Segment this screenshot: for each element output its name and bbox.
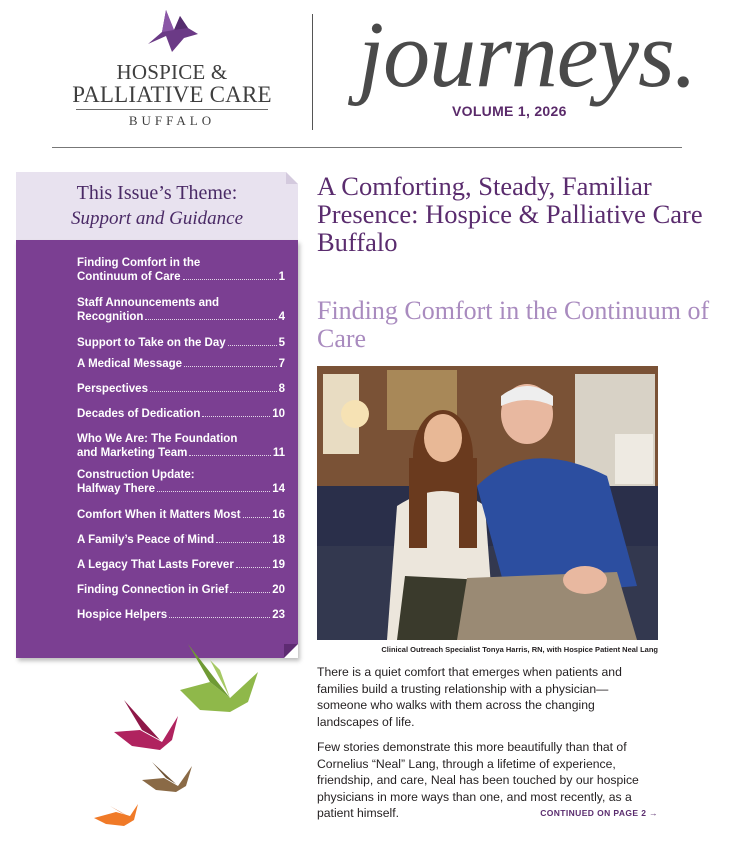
- toc-item[interactable]: [77, 382, 285, 396]
- toc-page-number: 7: [278, 358, 285, 370]
- toc-item[interactable]: [77, 608, 285, 622]
- toc-item-title: Support to Take on the Day: [77, 337, 226, 349]
- article-subhead: Finding Comfort in the Continuum of Care: [317, 296, 710, 353]
- toc-item[interactable]: [77, 558, 285, 572]
- newsletter-title: journeys.: [358, 3, 697, 107]
- toc-item-line: Finding Comfort in the: [77, 257, 201, 269]
- toc-page-number: 4: [278, 311, 285, 323]
- toc-item[interactable]: [77, 508, 285, 522]
- brown-bird-icon: [142, 762, 192, 792]
- magenta-bird-icon: [114, 700, 178, 750]
- toc-item[interactable]: [77, 336, 285, 350]
- toc-item[interactable]: [77, 432, 285, 460]
- toc-page-number: 11: [272, 447, 285, 459]
- toc-item[interactable]: [77, 256, 285, 284]
- toc-item-title: Continuum of Care: [77, 271, 181, 283]
- origami-birds-illustration: [80, 640, 280, 840]
- continued-link[interactable]: CONTINUED ON PAGE 2 →: [540, 808, 658, 818]
- toc-page-number: 1: [278, 271, 285, 283]
- green-bird-icon: [180, 644, 258, 712]
- toc-page-number: 19: [272, 559, 285, 571]
- logo-rule: [76, 109, 268, 110]
- toc-item-title: Halfway There: [77, 483, 155, 495]
- toc-page-number: 18: [272, 534, 285, 546]
- toc-item-title: A Medical Message: [77, 358, 183, 370]
- toc-item-line: Construction Update:: [77, 469, 195, 481]
- logo-line-1: HOSPICE &: [116, 60, 228, 84]
- toc-item-title: Recognition: [77, 311, 144, 323]
- toc-item[interactable]: [77, 357, 285, 371]
- theme-title: This Issue’s Theme:: [76, 182, 238, 204]
- header-rule: [52, 147, 682, 148]
- toc-page-number: 16: [272, 509, 285, 521]
- toc-item-title: Finding Connection in Grief: [77, 584, 229, 596]
- logo-line-3: BUFFALO: [128, 113, 216, 128]
- toc-page-number: 10: [272, 408, 285, 420]
- theme-subtitle: Support and Guidance: [70, 208, 244, 229]
- orange-bird-icon: [94, 804, 138, 826]
- toc-page-number: 5: [278, 337, 285, 349]
- organization-logo: [62, 8, 282, 128]
- toc-item-title: and Marketing Team: [77, 447, 188, 459]
- toc-page-number: 8: [278, 383, 285, 395]
- article-photo: [317, 366, 658, 640]
- toc-item-line: Who We Are: The Foundation: [77, 433, 238, 445]
- logo-line-2: PALLIATIVE CARE: [72, 82, 272, 107]
- toc-item-title: Comfort When it Matters Most: [77, 509, 241, 521]
- toc-item[interactable]: [77, 583, 285, 597]
- toc-item[interactable]: [77, 468, 285, 496]
- toc-item-line: Staff Announcements and: [77, 297, 220, 309]
- folded-corner: [284, 644, 298, 658]
- toc-item[interactable]: [77, 407, 285, 421]
- masthead-divider: [312, 14, 313, 130]
- photo-caption: Clinical Outreach Specialist Tonya Harris, RN, with Hospice Patient Neal Lang: [381, 645, 658, 654]
- toc-item[interactable]: [77, 533, 285, 547]
- theme-box: [16, 172, 298, 240]
- toc-page-number: 20: [272, 584, 285, 596]
- toc-item-title: Perspectives: [77, 383, 148, 395]
- toc-item-title: Decades of Dedication: [77, 408, 201, 420]
- toc-item-title: Hospice Helpers: [77, 609, 168, 621]
- toc-item[interactable]: [77, 296, 285, 324]
- table-of-contents: [16, 240, 298, 658]
- toc-item-title: A Legacy That Lasts Forever: [77, 559, 234, 571]
- toc-page-number: 23: [272, 609, 285, 621]
- article-paragraph: Few stories demonstrate this more beautifully than that of Cornelius “Neal” Lang, through a lifetime of experience, friendship, and care, Neal has been touched by our hospice physicians in more ways than one, and most recently, as a patient himself.: [317, 740, 639, 820]
- toc-item-title: A Family’s Peace of Mind: [77, 534, 215, 546]
- dove-icon: [144, 8, 200, 54]
- article-paragraph: There is a quiet comfort that emerges when patients and families build a trusting relationship with a physician—someone who walks with them across the changing landscapes of life.: [317, 665, 622, 729]
- article-headline: A Comforting, Steady, Familiar Presence: Hospice & Palliative Care Buffalo: [317, 171, 703, 257]
- toc-page-number: 14: [272, 483, 285, 495]
- volume-label: VOLUME 1, 2026: [452, 103, 567, 119]
